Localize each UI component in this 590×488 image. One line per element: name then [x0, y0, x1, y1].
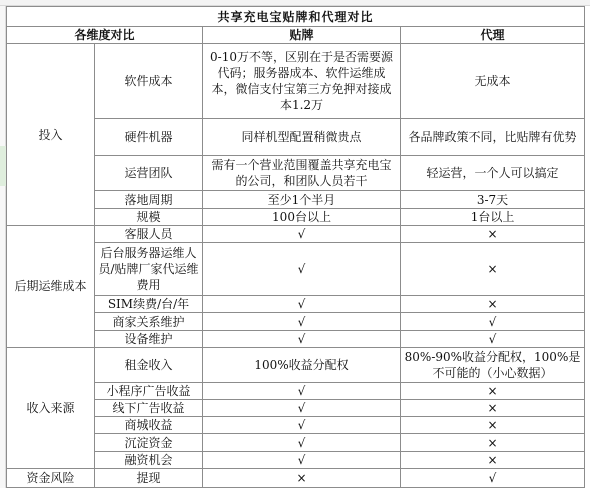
row-oem-value[interactable]: 100台以上: [203, 208, 401, 225]
row-item[interactable]: 后台服务器运维人员/贴牌厂家代运维费用: [95, 242, 203, 295]
row-item[interactable]: 运营团队: [95, 156, 203, 191]
check-mark[interactable]: √: [203, 296, 401, 313]
cross-mark[interactable]: ×: [203, 468, 401, 487]
check-mark[interactable]: √: [401, 313, 585, 330]
row-item[interactable]: 沉淀资金: [95, 434, 203, 451]
row-oem-value[interactable]: 100%收益分配权: [203, 347, 401, 382]
table-row: [7, 225, 585, 242]
row-agent-value[interactable]: 无成本: [401, 44, 585, 119]
row-agent-value[interactable]: 80%-90%收益分配权，100%是不可能的（小心数据）: [401, 347, 585, 382]
row-item[interactable]: 商城收益: [95, 417, 203, 434]
check-mark[interactable]: √: [401, 330, 585, 347]
row-item[interactable]: 商家关系维护: [95, 313, 203, 330]
cross-mark[interactable]: ×: [401, 400, 585, 417]
header-dimension[interactable]: 各维度对比: [7, 27, 203, 44]
check-mark[interactable]: √: [203, 451, 401, 468]
row-item[interactable]: 规模: [95, 208, 203, 225]
check-mark[interactable]: √: [401, 468, 585, 487]
row-item[interactable]: SIM续费/台/年: [95, 296, 203, 313]
row-agent-value[interactable]: 各品牌政策不同，比贴牌有优势: [401, 118, 585, 155]
check-mark[interactable]: √: [203, 330, 401, 347]
check-mark[interactable]: √: [203, 242, 401, 295]
cross-mark[interactable]: ×: [401, 383, 585, 400]
header-agent[interactable]: 代理: [401, 27, 585, 44]
section-operation[interactable]: 后期运维成本: [7, 225, 95, 347]
row-oem-value[interactable]: 同样机型配置稍微贵点: [203, 118, 401, 155]
check-mark[interactable]: √: [203, 225, 401, 242]
row-agent-value[interactable]: 1台以上: [401, 208, 585, 225]
row-agent-value[interactable]: 3-7天: [401, 191, 585, 208]
check-mark[interactable]: √: [203, 417, 401, 434]
section-income[interactable]: 收入来源: [7, 347, 95, 468]
row-item[interactable]: 落地周期: [95, 191, 203, 208]
cross-mark[interactable]: ×: [401, 242, 585, 295]
table-row: [7, 44, 585, 119]
row-oem-value[interactable]: 需有一个营业范围覆盖共享充电宝的公司，和团队人员若干: [203, 156, 401, 191]
row-item[interactable]: 软件成本: [95, 44, 203, 119]
check-mark[interactable]: √: [203, 434, 401, 451]
row-item[interactable]: 提现: [95, 468, 203, 487]
header-row: [7, 27, 585, 44]
check-mark[interactable]: √: [203, 313, 401, 330]
cross-mark[interactable]: ×: [401, 451, 585, 468]
table-row: [7, 468, 585, 487]
table-row: [7, 347, 585, 382]
section-investment[interactable]: 投入: [7, 44, 95, 225]
check-mark[interactable]: √: [203, 400, 401, 417]
row-agent-value[interactable]: 轻运营，一个人可以搞定: [401, 156, 585, 191]
cross-mark[interactable]: ×: [401, 296, 585, 313]
row-item[interactable]: 客服人员: [95, 225, 203, 242]
row-item[interactable]: 小程序广告收益: [95, 383, 203, 400]
row-item[interactable]: 线下广告收益: [95, 400, 203, 417]
section-risk[interactable]: 资金风险: [7, 468, 95, 487]
row-item[interactable]: 租金收入: [95, 347, 203, 382]
row-oem-value[interactable]: 0-10万不等，区别在于是否需要源代码；服务器成本、软件运维成本，微信支付宝第三方免押对接成本1.2万: [203, 44, 401, 119]
check-mark[interactable]: √: [203, 383, 401, 400]
cross-mark[interactable]: ×: [401, 434, 585, 451]
row-item[interactable]: 硬件机器: [95, 118, 203, 155]
row-oem-value[interactable]: 至少1个半月: [203, 191, 401, 208]
cross-mark[interactable]: ×: [401, 417, 585, 434]
cross-mark[interactable]: ×: [401, 225, 585, 242]
row-item[interactable]: 融资机会: [95, 451, 203, 468]
header-oem[interactable]: 贴牌: [203, 27, 401, 44]
title-row: [7, 7, 585, 27]
table-title[interactable]: 共享充电宝贴牌和代理对比: [7, 7, 585, 27]
row-item[interactable]: 设备维护: [95, 330, 203, 347]
comparison-table: [6, 6, 585, 488]
